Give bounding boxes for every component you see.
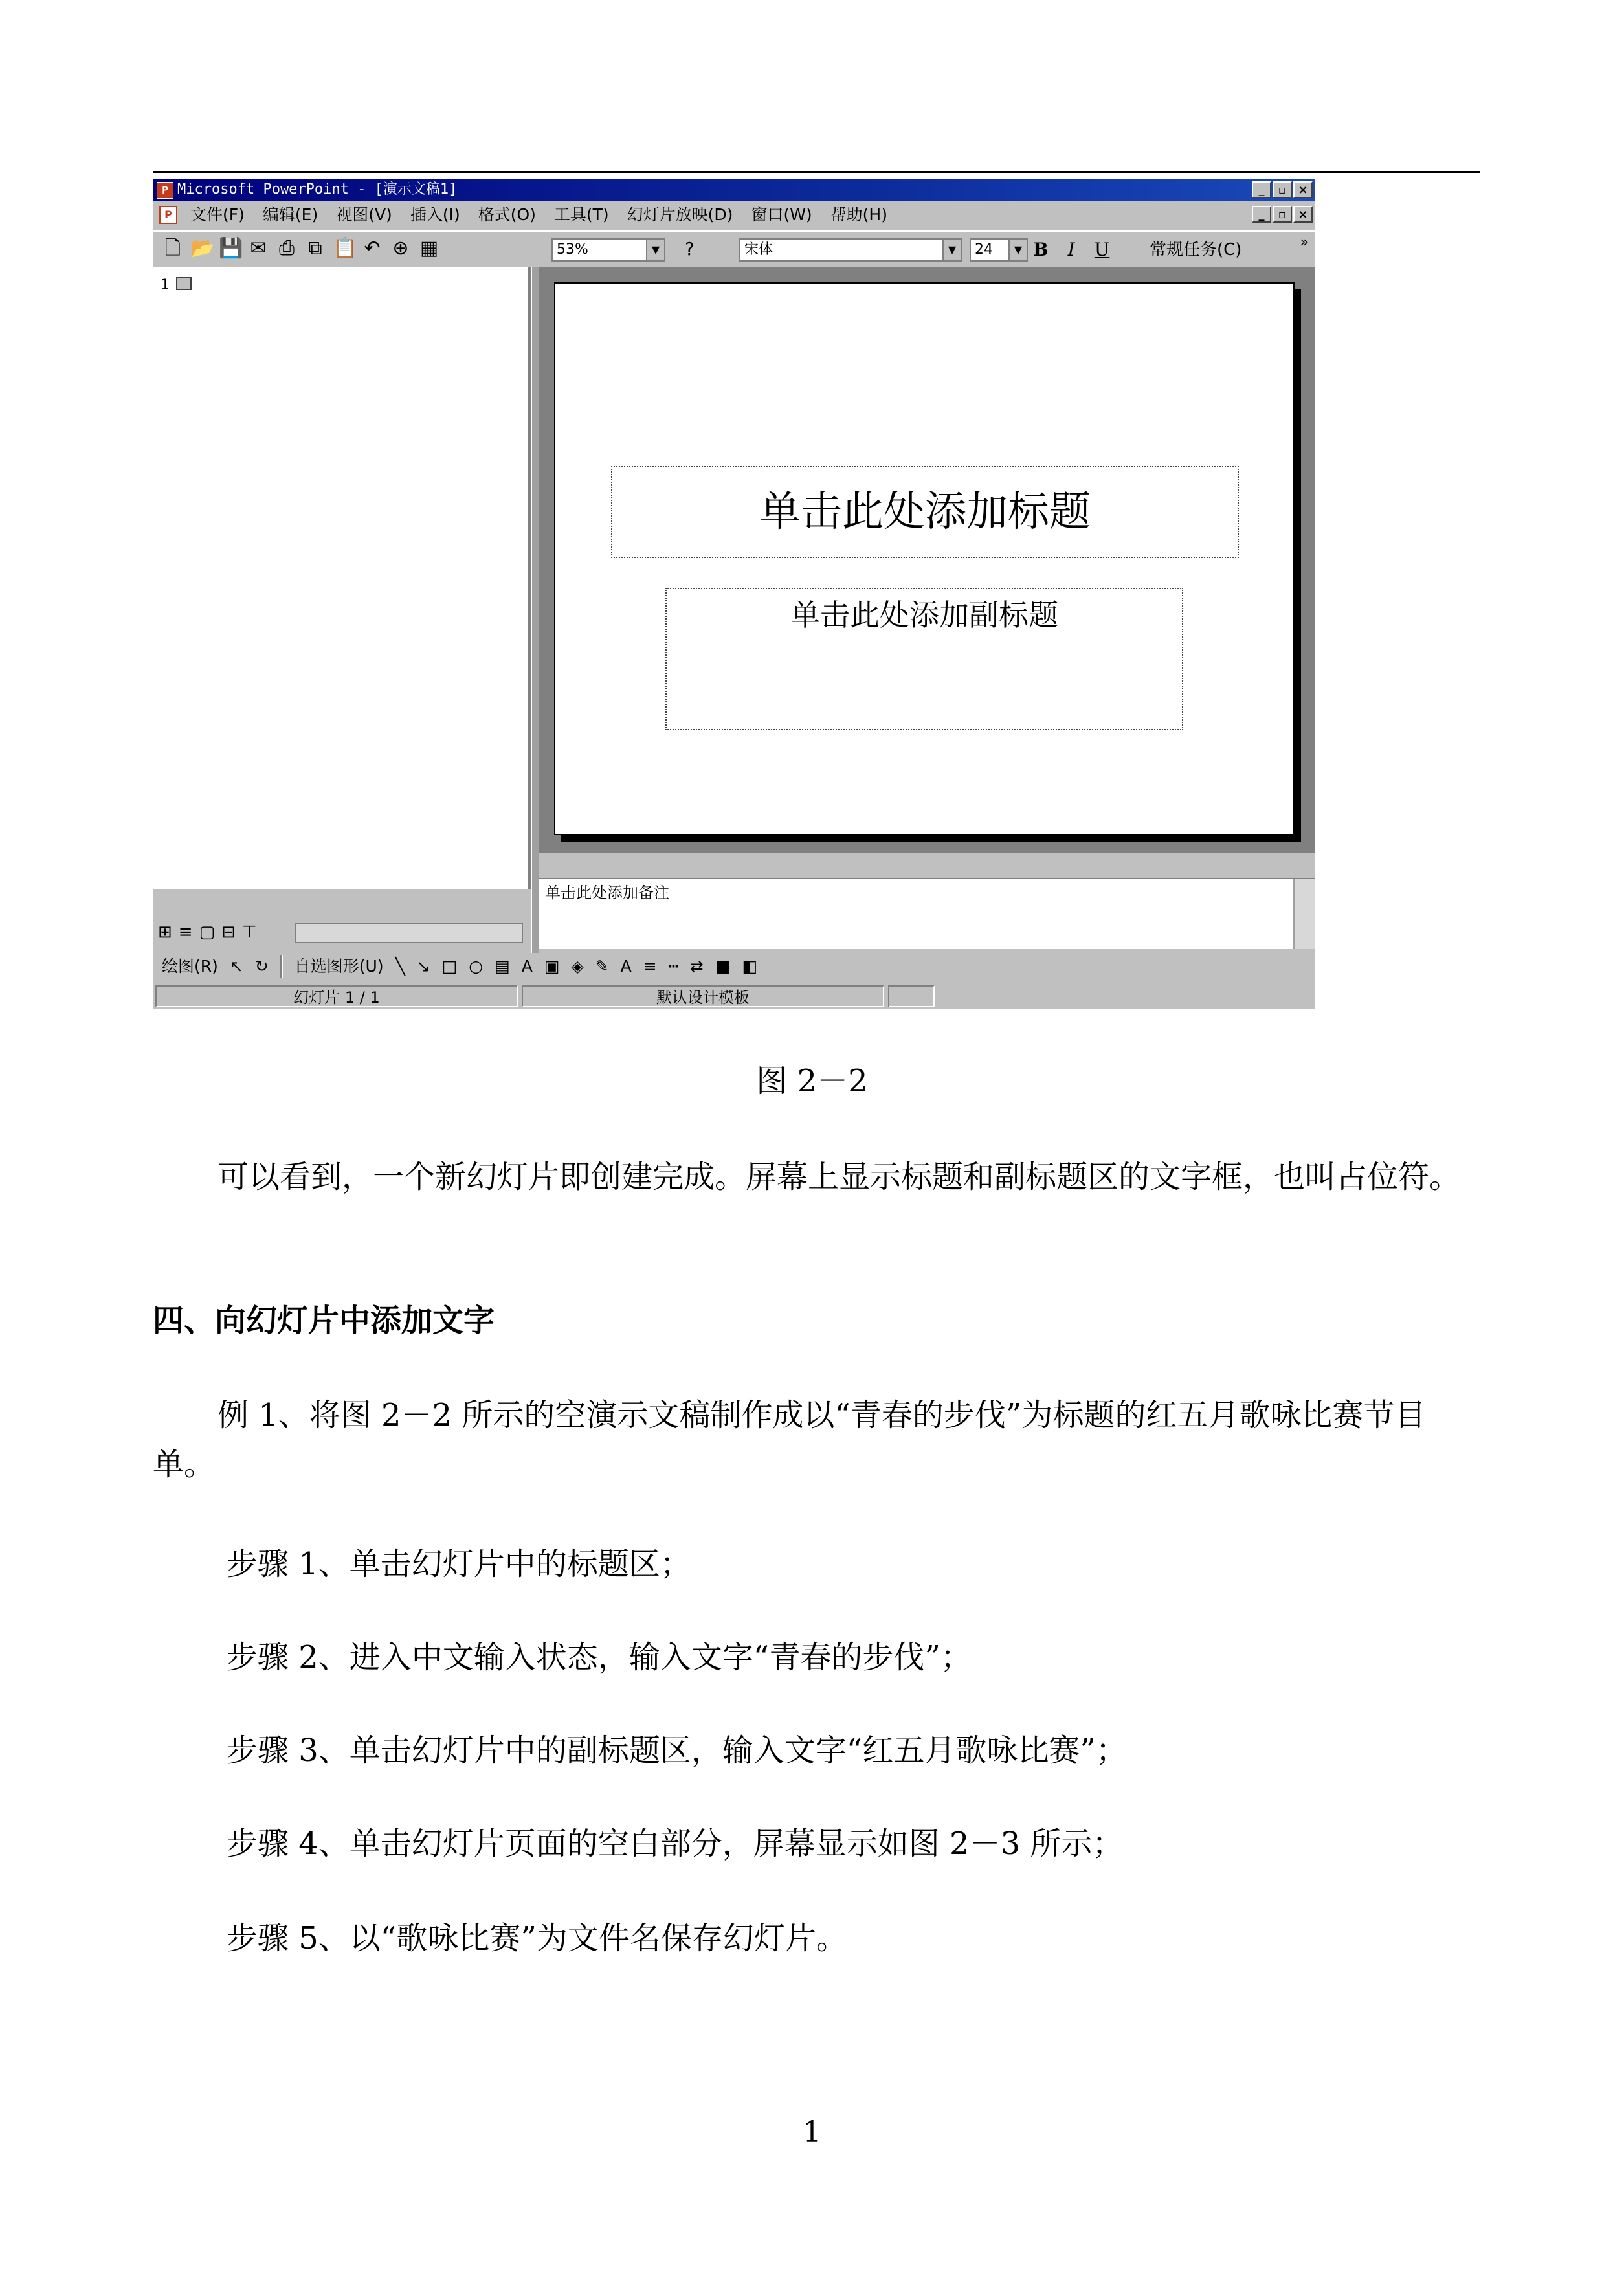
view-buttons-bar [153,919,528,945]
status-bar [153,984,1315,1009]
title-placeholder[interactable]: 单击此处添加标题 [611,466,1239,558]
italic-button[interactable]: I [1067,239,1075,260]
font-value: 宋体 [744,241,773,258]
doc-close-button[interactable]: × [1293,206,1313,223]
shadow-icon[interactable]: ■ [715,957,731,976]
font-combo[interactable] [739,238,962,262]
menu-format[interactable]: 格式(O) [478,205,536,224]
menu-edit[interactable]: 编辑(E) [262,205,318,224]
figure-caption: 图 2－2 [756,1063,868,1099]
menu-slideshow[interactable]: 幻灯片放映(D) [627,205,733,224]
status-template: 默认设计模板 [522,985,884,1007]
header-rule [153,171,1480,173]
slide-view-icon[interactable]: ▢ [199,923,216,942]
menu-window[interactable]: 窗口(W) [751,205,812,224]
notes-scrollbar[interactable] [1293,879,1315,949]
clipart-icon[interactable]: ▣ [544,957,560,976]
chevron-down-icon[interactable]: ▼ [942,240,961,260]
fill-color-icon[interactable]: ◈ [571,957,584,976]
zoom-combo[interactable] [551,238,665,262]
title-bar [153,179,1315,201]
step-2: 步骤 2、进入中文输入状态，输入文字“青春的步伐”； [227,1639,972,1675]
drawing-toolbar [153,950,1059,983]
line-color-icon[interactable]: ✎ [595,957,609,976]
wordart-icon[interactable]: A [521,957,533,976]
status-empty [888,985,935,1007]
menu-view[interactable]: 视图(V) [336,205,392,224]
font-size-value: 24 [975,241,993,258]
common-tasks-button[interactable]: 常规任务(C) [1150,240,1242,260]
step-3: 步骤 3、单击幻灯片中的副标题区，输入文字“红五月歌咏比赛”； [227,1732,1127,1769]
dash-style-icon[interactable]: ┅ [668,957,678,976]
rotate-icon[interactable]: ↻ [254,957,269,976]
font-color-icon[interactable]: A [620,957,632,976]
outline-pane[interactable] [153,267,531,889]
menu-bar [153,202,1315,228]
outline-view-icon[interactable]: ≡ [178,923,193,942]
doc-restore-button[interactable]: ▫ [1273,206,1292,223]
chevron-down-icon[interactable]: ▼ [646,240,664,260]
subtitle-placeholder[interactable]: 单击此处添加副标题 [665,588,1183,730]
section-heading: 四、向幻灯片中添加文字 [153,1303,495,1339]
sorter-view-icon[interactable]: ⊟ [221,923,236,942]
step-4: 步骤 4、单击幻灯片页面的空白部分，屏幕显示如图 2－3 所示； [227,1826,1124,1862]
status-slide-count: 幻灯片 1 / 1 [155,985,518,1007]
line-style-icon[interactable]: ≡ [643,957,657,976]
document-window-controls [1252,206,1313,223]
paragraph-1: 可以看到，一个新幻灯片即创建完成。屏幕上显示标题和副标题区的文字框，也叫占位符。 [217,1159,1461,1195]
font-size-combo[interactable] [970,238,1028,262]
slide-number: 1 [161,277,170,293]
slide-area [539,267,1315,853]
step-1: 步骤 1、单击幻灯片中的标题区； [227,1546,691,1582]
table-icon[interactable]: ▦ [419,237,439,260]
print-icon[interactable]: ⎙ [279,237,295,260]
arrow-style-icon[interactable]: ⇄ [689,957,704,976]
menu-help[interactable]: 帮助(H) [830,205,887,224]
notes-placeholder: 单击此处添加备注 [545,884,669,902]
normal-view-icon[interactable]: ⊞ [158,923,172,942]
menu-insert[interactable]: 插入(I) [410,205,460,224]
draw-menu-button[interactable]: 绘图(R) [162,957,218,976]
page-number: 1 [803,2116,821,2149]
powerpoint-icon[interactable]: P [157,182,173,199]
restore-button[interactable]: ▫ [1273,181,1292,198]
notes-pane[interactable] [539,878,1315,949]
rectangle-icon[interactable]: □ [441,957,458,976]
open-icon[interactable]: 📂 [190,237,215,260]
copy-icon[interactable]: ⧉ [308,237,322,260]
textbox-icon[interactable]: ▤ [495,957,510,976]
chevron-down-icon[interactable]: ▼ [1008,240,1027,260]
hyperlink-icon[interactable]: ⊕ [392,237,409,260]
line-icon[interactable]: ╲ [395,957,405,976]
new-icon[interactable]: 🗋 [164,237,181,260]
pane-splitter[interactable] [531,267,539,953]
close-button[interactable]: × [1293,181,1313,198]
oval-icon[interactable]: ○ [469,957,484,976]
toolbar-options-icon[interactable]: » [1300,234,1309,251]
paste-icon[interactable]: 📋 [333,237,357,260]
slide-icon[interactable] [176,277,192,290]
paragraph-2: 例 1、将图 2－2 所示的空演示文稿制作成以“青春的步伐”为标题的红五月歌咏比赛节目单。 [153,1397,1426,1482]
3d-icon[interactable]: ◧ [742,957,757,976]
slideshow-view-icon[interactable]: ⊤ [241,923,257,942]
window-controls [1252,181,1313,198]
standard-toolbar [153,230,1315,268]
minimize-button[interactable]: _ [1252,181,1271,198]
zoom-value: 53% [557,241,588,258]
autoshapes-button[interactable]: 自选图形(U) [294,957,384,976]
underline-button[interactable]: U [1094,239,1110,260]
email-icon[interactable]: ✉ [250,237,267,260]
menu-tools[interactable]: 工具(T) [553,205,609,224]
select-arrow-icon[interactable]: ↖ [229,957,243,976]
step-5: 步骤 5、以“歌咏比赛”为文件名保存幻灯片。 [227,1920,847,1956]
help-icon[interactable]: ? [685,238,695,260]
document-icon[interactable]: P [159,206,177,224]
arrow-icon[interactable]: ↘ [416,957,430,976]
horizontal-scrollbar[interactable] [295,923,523,943]
save-icon[interactable]: 💾 [219,237,243,260]
menu-file[interactable]: 文件(F) [190,205,245,224]
undo-icon[interactable]: ↶ [364,237,381,260]
doc-minimize-button[interactable]: _ [1252,206,1271,223]
slide[interactable] [554,282,1295,835]
powerpoint-screenshot [153,179,1315,1009]
bold-button[interactable]: B [1033,239,1049,260]
divider [280,955,283,978]
window-title: Microsoft PowerPoint - [演示文稿1] [177,181,458,197]
